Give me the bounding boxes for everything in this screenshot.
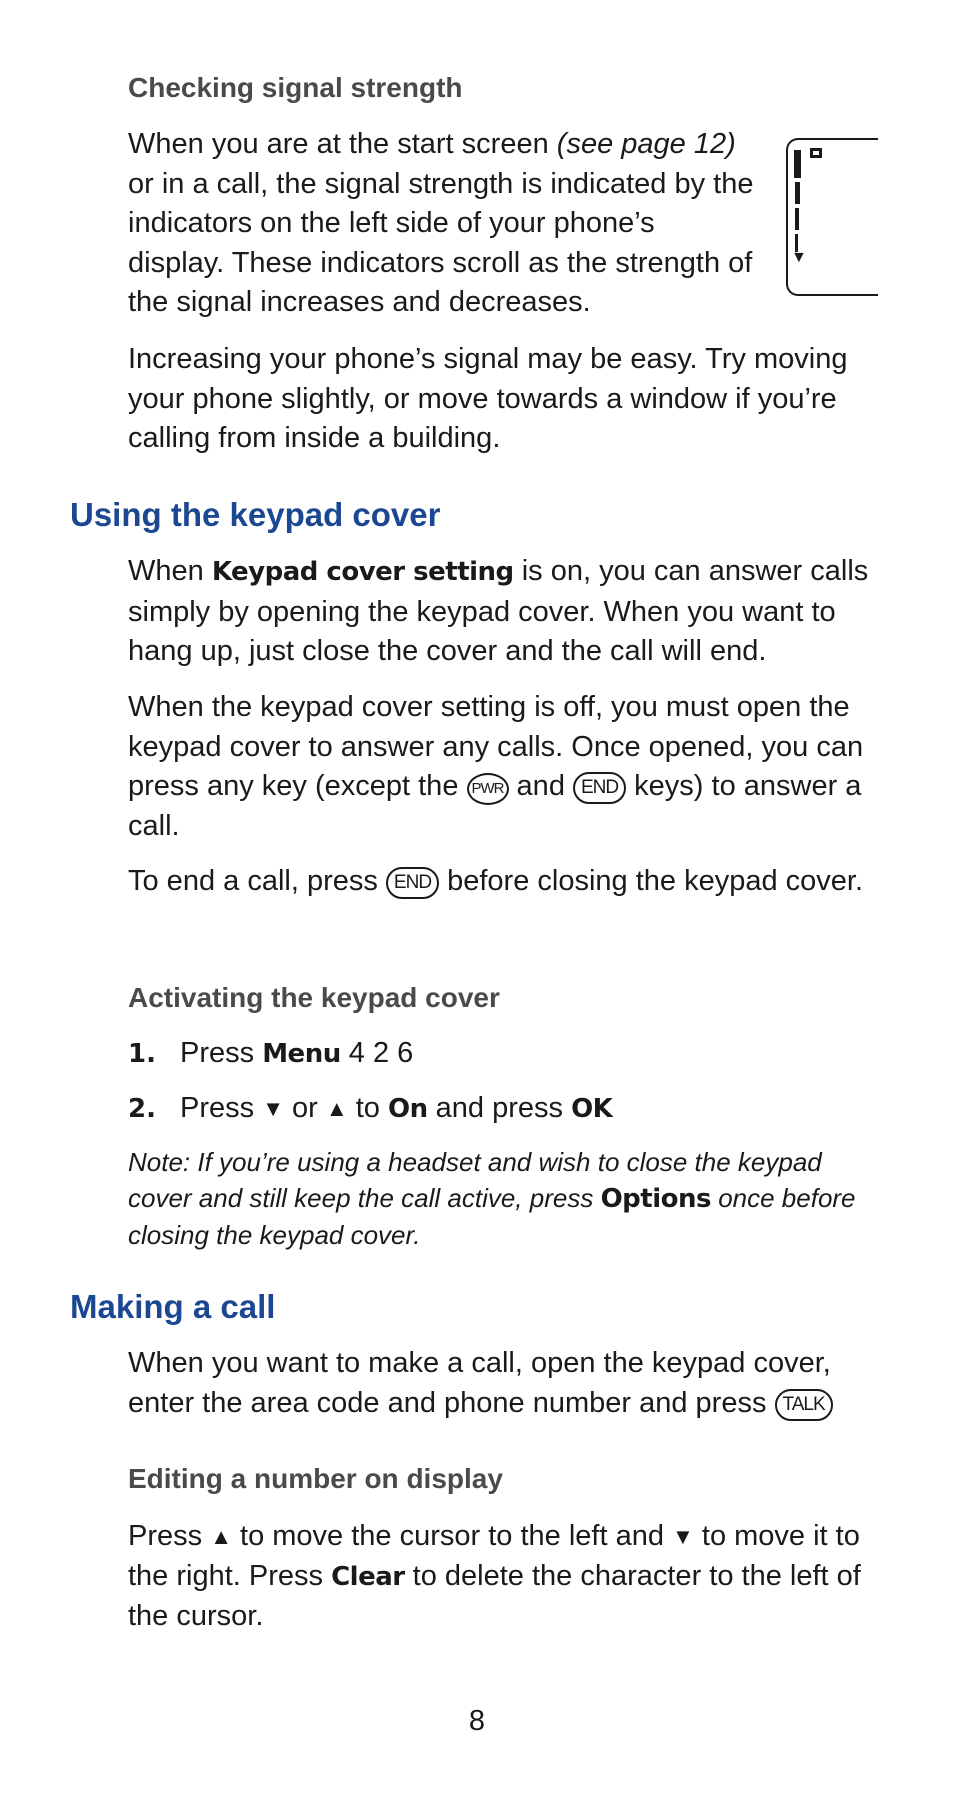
keypad-paragraph-2: When the keypad cover setting is off, you must open the keypad cover to answer any calls. Once opened, you can press any key (except the PWR and END keys) to answer a call. — [128, 691, 864, 842]
activating-heading: Activating the keypad cover — [128, 982, 500, 1013]
headset-note: Note: If you’re using a headset and wish to close the keypad cover and still keep the call active, press Options once before closing the keypad cover. — [128, 1147, 856, 1250]
up-arrow-icon: ▲ — [325, 1096, 348, 1121]
signal-paragraph-1: When you are at the start screen (see page 12) or in a call, the signal strength is indicated by the indicators on the left side of your phone’s display. These indicators scroll as the strength of the signal increases and decreases. — [128, 128, 754, 318]
on-term: On — [387, 1094, 428, 1124]
call-heading: Making a call — [70, 1288, 276, 1325]
list-item: 1. Press Menu 4 2 6 — [128, 1037, 414, 1069]
battery-icon — [810, 148, 822, 158]
options-term: Options — [600, 1184, 711, 1214]
clear-term: Clear — [331, 1561, 405, 1592]
signal-bar-1 — [794, 150, 801, 178]
signal-bar-3 — [795, 208, 799, 230]
down-arrow-icon: ▼ — [262, 1096, 284, 1121]
antenna-icon: ▼ — [791, 249, 807, 266]
editing-paragraph: Press ▲ to move the cursor to the left and ▼ to move it to the right. Press Clear to delete the character to the left of the cursor. — [128, 1517, 870, 1637]
end-key-icon: END — [573, 772, 626, 804]
editing-heading: Editing a number on display — [128, 1463, 503, 1494]
signal-paragraph-2: Increasing your phone’s signal may be easy. Try moving your phone slightly, or move towards a window if you’re calling from inside a building. — [128, 343, 848, 454]
signal-heading: Checking signal strength — [128, 72, 463, 103]
keypad-cover-setting-term: Keypad cover setting — [211, 557, 514, 587]
call-paragraph: When you want to make a call, open the keypad cover, enter the area code and phone number and press TALK — [128, 1347, 831, 1419]
keypad-paragraph-3: To end a call, press END before closing the keypad cover. — [128, 865, 864, 897]
up-arrow-icon: ▲ — [210, 1524, 232, 1549]
page-number: 8 — [468, 1705, 486, 1737]
end-key-icon: END — [386, 867, 439, 899]
ok-term: OK — [571, 1094, 613, 1124]
talk-key-icon: TALK — [775, 1389, 833, 1421]
down-arrow-icon: ▼ — [672, 1524, 694, 1549]
menu-term: Menu — [262, 1039, 341, 1069]
signal-display-illustration — [786, 138, 878, 296]
list-item: 2. Press ▼ or ▲ to On and press OK — [128, 1092, 613, 1124]
signal-bar-2 — [795, 182, 800, 204]
keypad-paragraph-1: When Keypad cover setting is on, you can answer calls simply by opening the keypad cover. When you want to hang up, just close the cover and the call will end. — [128, 555, 869, 667]
page-reference: (see page 12) — [556, 128, 736, 160]
keypad-heading: Using the keypad cover — [70, 496, 441, 533]
pwr-key-icon: PWR — [467, 773, 509, 805]
